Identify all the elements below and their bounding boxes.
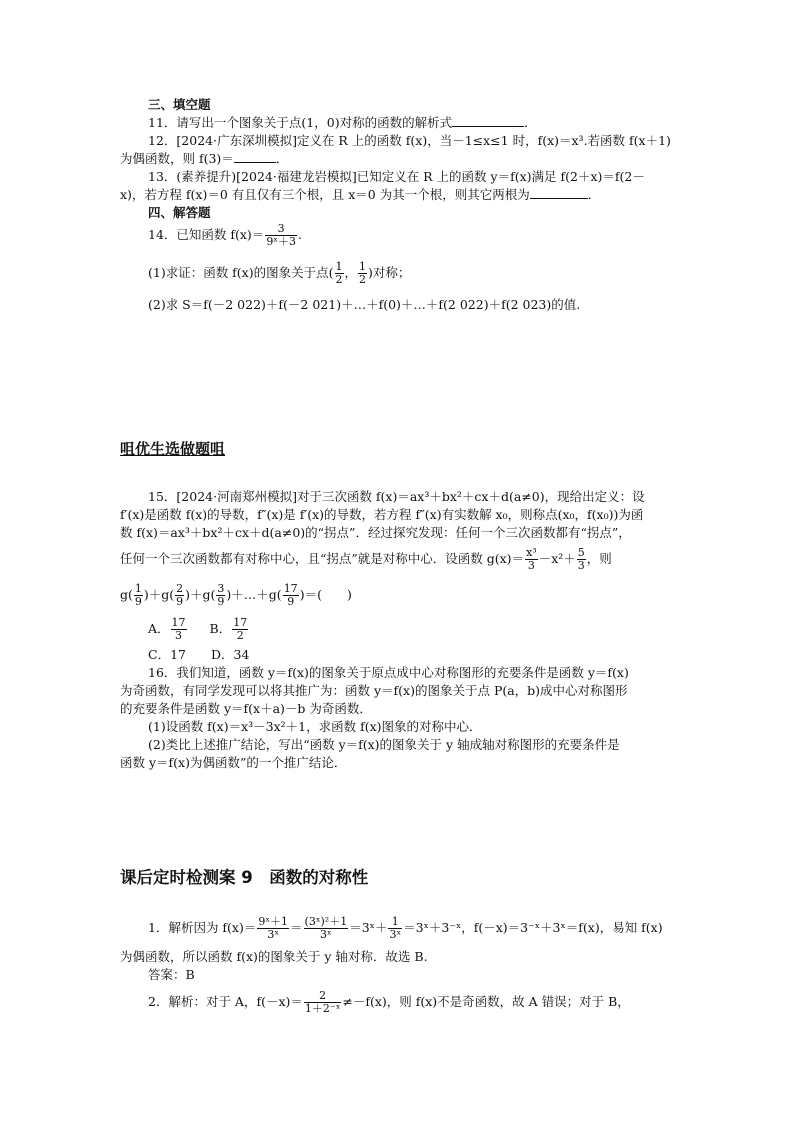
fraction: $\frac{2}{\text{1＋2⁻ˣ}}$ <box>304 989 341 1015</box>
optional-section-heading: 咀优生选做题咀 <box>120 440 226 458</box>
fraction: $\frac{3}{9}$ <box>217 582 225 608</box>
question-14: 14．已知函数 f(x)＝ $\frac{3}{\text{9ˣ＋3}}$ . <box>148 222 302 248</box>
fraction: $\frac{17}{2}$ <box>233 616 248 642</box>
fraction: $\frac{1}{2}$ <box>335 260 343 286</box>
answer-1-line2: 为偶函数，所以函数 f(x)的图象关于 y 轴对称．故选 B. <box>120 949 428 964</box>
answer-1-line1: 1．解析因为 f(x)＝ $\frac{\text{9ˣ＋1}}{\text{3ˣ}}$ ＝ $\frac{\text{(3ˣ)²＋1}}{\text{3ˣ}}$ ＝3ˣ＋ $\frac{1}{\text{3ˣ}}$ ＝3ˣ＋3⁻ˣ，f(－x)＝3⁻ˣ＋3ˣ＝f(x)，易知 f(x) <box>148 915 663 941</box>
fraction: $\frac{5}{3}$ <box>577 546 585 572</box>
answer-blank <box>452 114 524 127</box>
question-14-part2: (2)求 S＝f(－2 022)＋f(－2 021)＋…＋f(0)＋…＋f(2 022)＋f(2 023)的值. <box>148 297 581 312</box>
answer-2-line1: 2．解析：对于 A，f(－x)＝ $\frac{2}{\text{1＋2⁻ˣ}}$ ≠－f(x)，则 f(x)不是奇函数，故 A 错误；对于 B， <box>148 989 630 1015</box>
question-15-options-ab: A． $\frac{17}{3}$ B． $\frac{17}{2}$ <box>148 616 248 642</box>
section-mark-icon: 咀 <box>120 440 136 458</box>
fraction: $\frac{3}{\text{9ˣ＋3}}$ <box>266 222 296 248</box>
section-mark-icon: 咀 <box>210 440 226 458</box>
question-14-part1: (1)求证：函数 f(x)的图象关于点( $\frac{1}{2}$ ， $\frac{1}{2}$ )对称； <box>148 260 411 286</box>
question-11: 11．请写出一个图象关于点(1，0)对称的函数的解析式 ． <box>148 115 537 130</box>
answer-blank <box>234 150 276 163</box>
question-16-line1: 16．我们知道，函数 y＝f(x)的图象关于原点成中心对称图形的充要条件是函数 y＝f(x) <box>148 665 629 680</box>
fraction: $\frac{17}{3}$ <box>171 616 186 642</box>
question-16-part1: (1)设函数 f(x)＝x³－3x²＋1，求函数 f(x)图象的对称中心． <box>148 719 482 734</box>
question-13-line2: x)，若方程 f(x)＝0 有且仅有三个根，且 x＝0 为其一个根，则其它两根为 ． <box>120 187 601 202</box>
question-16-line3: 的充要条件是函数 y＝f(x＋a)－b 为奇函数． <box>120 701 372 716</box>
question-12-line1: 12．[2024·广东深圳模拟]定义在 R 上的函数 f(x)，当－1≤x≤1 时，f(x)＝x³.若函数 f(x＋1) <box>148 133 671 148</box>
question-15-line3: 数 f(x)＝ax³＋bx²＋cx＋d(a≠0)的“拐点”．经过探究发现：任何一个三次函数都有“拐点”， <box>120 525 631 540</box>
question-16-line2: 为奇函数，有同学发现可以将其推广为：函数 y＝f(x)的图象关于点 P(a，b)成中心对称图形 <box>120 683 628 698</box>
question-15-options-cd: C．17 D．34 <box>148 647 250 662</box>
solve-section-heading: 四、解答题 <box>148 205 211 220</box>
question-15-line2: f′(x)是函数 f(x)的导数，f″(x)是 f′(x)的导数，若方程 f″(x)有实数解 x₀，则称点(x₀，f(x₀))为函 <box>120 507 644 522</box>
question-12-line2: 为偶函数，则 f(3)＝ ． <box>120 151 289 166</box>
question-16-part2-line2: 函数 y＝f(x)为偶函数”的一个推广结论． <box>120 755 347 770</box>
fraction: $\frac{2}{9}$ <box>176 582 184 608</box>
answer-blank <box>530 186 588 199</box>
fill-section-heading: 三、填空题 <box>148 97 211 112</box>
question-13-line1: 13．(素养提升)[2024·福建龙岩模拟]已知定义在 R 上的函数 y＝f(x)满足 f(2＋x)＝f(2－ <box>148 169 645 184</box>
answer-1-result: 答案：B <box>148 967 195 982</box>
fraction: $\frac{\text{(3ˣ)²＋1}}{\text{3ˣ}}$ <box>304 915 348 941</box>
answers-title: 课后定时检测案 9 函数的对称性 <box>120 868 369 887</box>
question-15-line1: 15．[2024·河南郑州模拟]对于三次函数 f(x)＝ax³＋bx²＋cx＋d(a≠0)，现给出定义：设 <box>148 489 645 504</box>
fraction: $\frac{17}{9}$ <box>283 582 298 608</box>
fraction: $\frac{1}{\text{3ˣ}}$ <box>389 915 402 941</box>
fraction: $\frac{\text{x³}}{3}$ <box>526 546 537 572</box>
fraction: $\frac{\text{9ˣ＋1}}{\text{3ˣ}}$ <box>258 915 289 941</box>
fraction: $\frac{1}{9}$ <box>134 582 142 608</box>
question-15-sum: g( $\frac{1}{9}$ )＋g( $\frac{2}{9}$ )＋g( $\frac{3}{9}$ )＋…＋g( $\frac{17}{9}$ )＝( ) <box>120 582 352 608</box>
fraction: $\frac{1}{2}$ <box>359 260 367 286</box>
question-16-part2-line1: (2)类比上述推广结论，写出“函数 y＝f(x)的图象关于 y 轴成轴对称图形的充要条件是 <box>148 737 620 752</box>
question-15-line4: 任何一个三次函数都有对称中心，且“拐点”就是对称中心．设函数 g(x)＝ $\frac{\text{x³}}{3}$ －x²＋ $\frac{5}{3}$ ，则 <box>120 546 612 572</box>
